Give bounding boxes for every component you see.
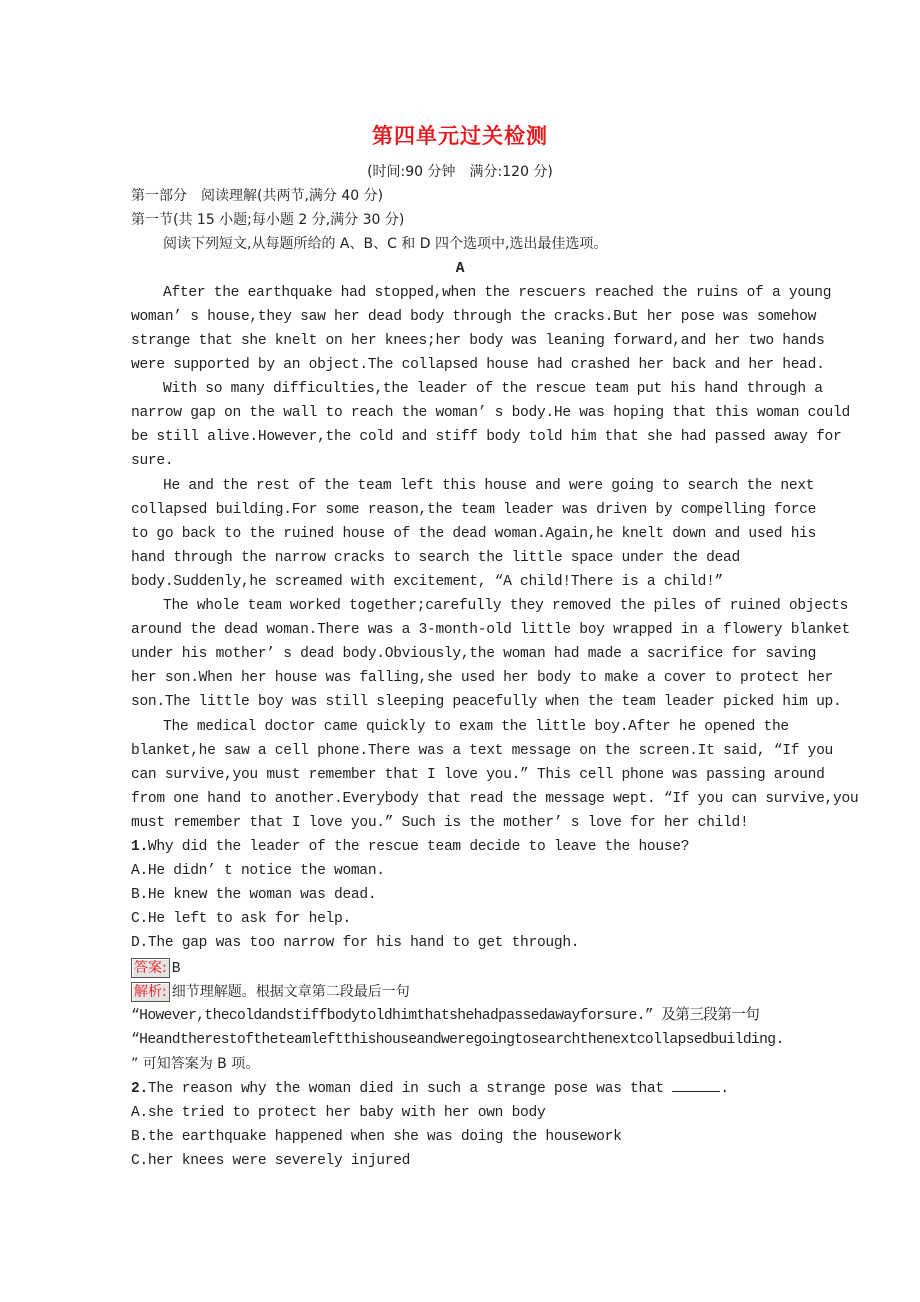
passage-line: With so many difficulties,the leader of the rescue team put his hand through a [163, 381, 823, 397]
exam-time-info: (时间:90 分钟 满分:120 分) [367, 164, 553, 180]
passage-line: be still alive.However,the cold and stiff body told him that she had passed away for [131, 429, 842, 445]
passage-line: hand through the narrow cracks to search the little space under the dead [131, 550, 740, 566]
passage-line: her son.When her house was falling,she used her body to make a cover to protect her [131, 670, 833, 686]
option-b: B.the earthquake happened when she was doing the housework [131, 1129, 622, 1145]
analysis-text: 细节理解题。根据文章第二段最后一句 [171, 984, 410, 1000]
passage-line: After the earthquake had stopped,when the rescuers reached the ruins of a young [163, 285, 832, 301]
passage-line: were supported by an object.The collapsed house had crashed her back and her head. [131, 357, 825, 373]
passage-line: to go back to the ruined house of the dead woman.Again,he knelt down and used his [131, 526, 817, 542]
passage-line: The medical doctor came quickly to exam the little boy.After he opened the [163, 719, 789, 735]
part-heading: 第一部分 阅读理解(共两节,满分 40 分) [131, 188, 384, 204]
passage-line: body.Suddenly,he screamed with excitement, “A child!There is a child!” [131, 574, 724, 590]
analysis-line: ” 可知答案为 B 项。 [131, 1056, 260, 1072]
answer-blank [672, 1077, 720, 1092]
option-c: C.He left to ask for help. [131, 911, 351, 927]
answer-row [131, 956, 789, 981]
question-2 [131, 1077, 789, 1101]
option-c: C.her knees were severely injured [131, 1153, 411, 1169]
passage-label: A [455, 261, 465, 277]
passage-line: woman’ s house,they saw her dead body through the cracks.But her pose was somehow [131, 309, 817, 325]
question-number: 1. [131, 839, 148, 855]
option-a: A.she tried to protect her baby with her own body [131, 1105, 546, 1121]
question-number: 2. [131, 1081, 148, 1097]
analysis-line: “However,thecoldandstiffbodytoldhimthatshehadpassedawayforsure.” 及第三段第一句 [131, 1008, 760, 1024]
passage-line: strange that she knelt on her knees;her body was leaning forward,and her two hands [131, 333, 825, 349]
document-title: 第四单元过关检测 [372, 124, 548, 148]
question-end: . [720, 1081, 729, 1097]
option-b: B.He knew the woman was dead. [131, 887, 377, 903]
question-text: The reason why the woman died in such a strange pose was that [147, 1081, 664, 1097]
question-text: Why did the leader of the rescue team decide to leave the house? [147, 839, 690, 855]
analysis-line: “Heandtherestoftheteamleftthishouseandweregoingtosearchthenextcollapsedbuilding. [131, 1032, 784, 1048]
question-1 [131, 835, 789, 859]
passage-line: from one hand to another.Everybody that read the message wept. “If you can survive,you [131, 791, 859, 807]
instruction: 阅读下列短文,从每题所给的 A、B、C 和 D 四个选项中,选出最佳选项。 [163, 236, 608, 252]
option-a: A.He didn’ t notice the woman. [131, 863, 385, 879]
answer-value: B [171, 961, 181, 977]
passage-line: blanket,he saw a cell phone.There was a text message on the screen.It said, “If you [131, 743, 833, 759]
passage-line: son.The little boy was still sleeping peacefully when the team leader picked him up. [131, 694, 842, 710]
analysis-row [131, 980, 789, 1004]
passage-line: under his mother’ s dead body.Obviously,the woman had made a sacrifice for saving [131, 646, 817, 662]
option-d: D.The gap was too narrow for his hand to get through. [131, 935, 580, 951]
passage-line: narrow gap on the wall to reach the woman’ s body.He was hoping that this woman could [131, 405, 850, 421]
passage-line: can survive,you must remember that I love you.” This cell phone was passing around [131, 767, 825, 783]
passage-line: must remember that I love you.” Such is the mother’ s love for her child! [131, 815, 749, 831]
passage-line: around the dead woman.There was a 3-month-old little boy wrapped in a flowery blanket [131, 622, 850, 638]
section-heading: 第一节(共 15 小题;每小题 2 分,满分 30 分) [131, 212, 405, 228]
analysis-label: 解析: [131, 982, 170, 1002]
passage-line: The whole team worked together;carefully they removed the piles of ruined objects [163, 598, 849, 614]
answer-label: 答案: [131, 958, 170, 978]
passage-line: He and the rest of the team left this house and were going to search the next [163, 478, 815, 494]
passage-line: collapsed building.For some reason,the team leader was driven by compelling force [131, 502, 817, 518]
passage-line: sure. [131, 453, 174, 469]
